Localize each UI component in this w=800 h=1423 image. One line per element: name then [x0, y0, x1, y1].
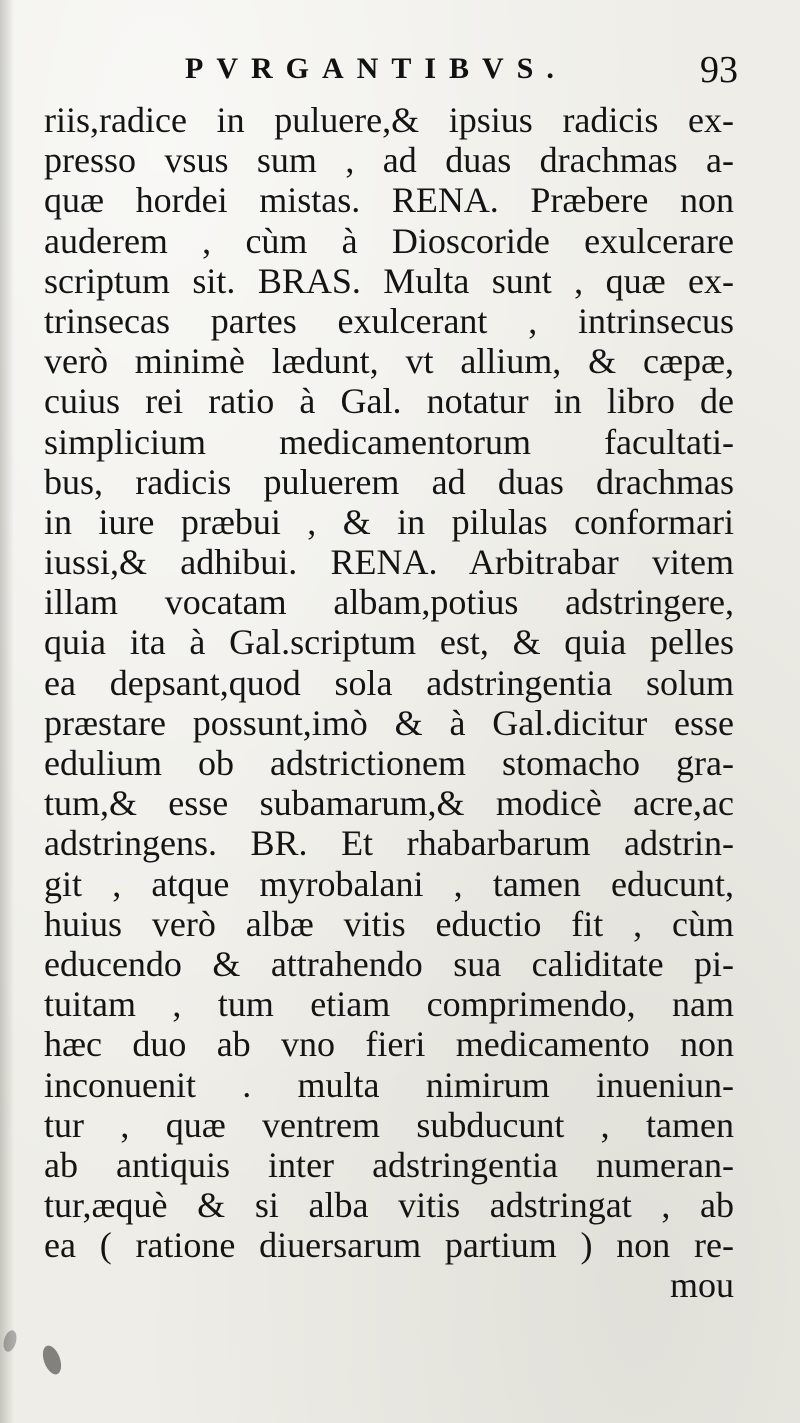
catchword: mou — [669, 1265, 734, 1306]
page-header — [0, 48, 800, 98]
text-line: tur,æquè & si alba vitis adstringat , ab — [44, 1185, 734, 1226]
text-line: riis,radice in puluere,& ipsius radicis ex- — [44, 100, 734, 140]
text-line: inconuenit . multa nimirum inueniun- — [44, 1064, 734, 1105]
text-line: quia ita à Gal.scriptum est, & quia pelles — [44, 622, 734, 663]
text-line: scriptum sit. BRAS. Multa sunt , quæ ex- — [44, 260, 734, 301]
text-line: ea depsant,quod sola adstringentia solum — [44, 662, 734, 703]
text-line: tuitam , tum etiam comprimendo, nam — [44, 984, 734, 1025]
running-head: PVRGANTIBVS. — [185, 52, 567, 85]
text-line: ea ( ratione diuersarum partium ) non re- — [44, 1225, 734, 1266]
text-line: tum,& esse subamarum,& modicè acre,ac — [44, 783, 734, 824]
text-line: in iure præbui , & in pilulas conformari — [44, 501, 734, 542]
text-line: presso vsus sum , ad duas drachmas a- — [44, 140, 734, 181]
page-gutter-shadow — [0, 0, 14, 1423]
text-line: edulium ob adstrictionem stomacho gra- — [44, 743, 734, 783]
text-line: illam vocatam albam,potius adstringere, — [44, 582, 734, 623]
page-number: 93 — [700, 49, 738, 91]
text-line: iussi,& adhibui. RENA. Arbitrabar vitem — [44, 542, 734, 583]
text-line: auderem , cùm à Dioscoride exulcerare — [44, 220, 734, 261]
text-line: git , atque myrobalani , tamen educunt, — [44, 863, 734, 904]
text-line: adstringens. BR. Et rhabarbarum adstrin- — [44, 823, 734, 864]
text-line: quæ hordei mistas. RENA. Præbere non — [44, 180, 734, 221]
text-line: hæc duo ab vno fieri medicamento non — [44, 1024, 734, 1065]
text-line: cuius rei ratio à Gal. notatur in libro de — [44, 381, 734, 422]
text-line: educendo & attrahendo sua caliditate pi- — [44, 943, 734, 984]
ink-smudge — [39, 1343, 64, 1377]
text-line: verò minimè lædunt, vt allium, & cæpæ, — [44, 341, 734, 382]
text-line: bus, radicis puluerem ad duas drachmas — [44, 461, 734, 502]
text-line: præstare possunt,imò & à Gal.dicitur esse — [44, 702, 734, 743]
text-line: ab antiquis inter adstringentia numeran- — [44, 1144, 734, 1185]
text-line: huius verò albæ vitis eductio fit , cùm — [44, 903, 734, 944]
text-line: simplicium medicamentorum facultati- — [44, 421, 734, 462]
text-line: trinsecas partes exulcerant , intrinsecus — [44, 300, 734, 341]
text-line: tur , quæ ventrem subducunt , tamen — [44, 1104, 734, 1145]
body-text — [44, 100, 734, 1306]
